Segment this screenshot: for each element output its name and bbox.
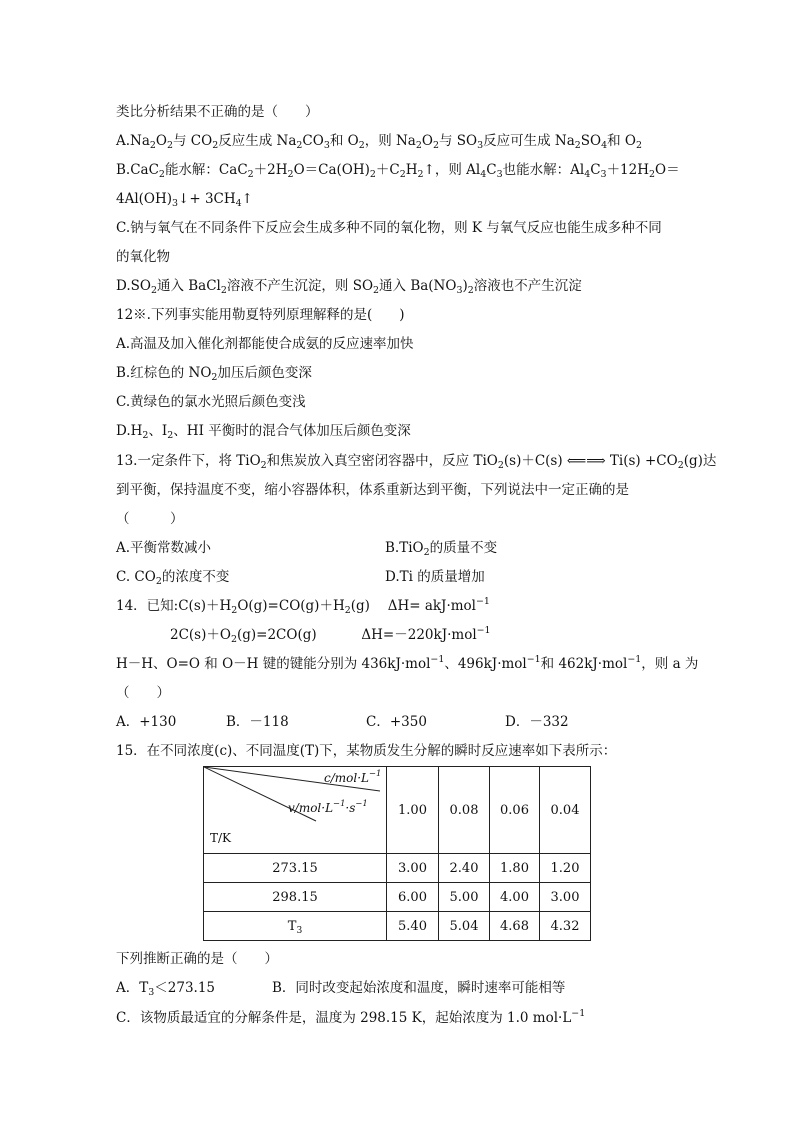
q15-option-b: B．同时改变起始浓度和温度，瞬时速率可能相等 — [272, 980, 566, 996]
q14-option-b: B．－118 — [226, 714, 289, 730]
header-temperature-label: T/K — [210, 831, 232, 845]
q11-option-c-line2: 的氧化物 — [116, 249, 170, 265]
row-label: $T_3$ — [204, 912, 387, 941]
q14-answer-blank: （ ） — [116, 685, 170, 701]
q13-stem-line3: （ ） — [116, 511, 184, 527]
column-header: 0.04 — [540, 767, 591, 854]
table-cell: 1.80 — [490, 854, 540, 883]
table-row — [204, 883, 591, 912]
q13-option-a: A.平衡常数减小 — [116, 540, 212, 556]
q14-stem: H－H、O=O 和 O－H 键的键能分别为 436kJ·mol$^{-1}$、496kJ·mol$^{-1}$和 462kJ·mol$^{-1}$，则 a 为 — [116, 654, 699, 672]
q15-option-c: C．该物质最适宜的分解条件是，温度为 298.15 K，起始浓度为 1.0 $mol\cdot L^{-1}$ — [116, 1008, 586, 1026]
table-cell: 3.00 — [540, 883, 591, 912]
q13-option-b: B.TiO$_2$的质量不变 — [385, 540, 498, 558]
table-cell: 2.40 — [439, 854, 490, 883]
column-header: 0.06 — [490, 767, 540, 854]
table-cell: 5.40 — [387, 912, 439, 941]
q15-ask: 下列推断正确的是（ ） — [116, 951, 278, 967]
table-cell: 5.04 — [439, 912, 490, 941]
table-cell: 4.00 — [490, 883, 540, 912]
table-diagonal-header — [204, 767, 387, 854]
q12-option-a: A.高温及加入催化剂都能使合成氨的反应速率加快 — [116, 336, 414, 352]
q14-equation-1: 14．已知$:C(s)+H_2O(g)=CO(g)+H_2(g)$ ΔH= akJ·mol$^{-1}$ — [116, 596, 490, 616]
table-cell: 4.32 — [540, 912, 591, 941]
table-cell: 6.00 — [387, 883, 439, 912]
q11-option-c-line1: C.钠与氧气在不同条件下反应会生成多种不同的氧化物，则 K 与氧气反应也能生成多种不同 — [116, 220, 662, 236]
table-row — [204, 912, 591, 941]
q11-option-b-line1: B.CaC$_2$能水解：$CaC_2+2H_2O=Ca(OH)_2+C_2H_2↑$，则 $Al_4C_3$也能水解：$Al_4C_3+12H_2O=$ — [116, 162, 680, 180]
q14-option-a: A．+130 — [116, 714, 177, 730]
table-cell: 5.00 — [439, 883, 490, 912]
header-concentration-label: $c/mol\cdot L^{-1}$ — [324, 768, 382, 785]
q11-option-b-line2: $4Al(OH)_3↓+$ $3CH_4↑$ — [116, 191, 253, 209]
table-row — [204, 854, 591, 883]
q12-option-d: $D.H_2$、$I_2$、HI 平衡时的混合气体加压后颜色变深 — [116, 423, 411, 441]
row-label: 298.15 — [204, 883, 387, 912]
rate-table — [203, 766, 591, 941]
q15-option-a: A．$T_3<273.15$ — [116, 980, 216, 998]
table-cell: 3.00 — [387, 854, 439, 883]
q12-option-b: B.红棕色的 $NO_2$加压后颜色变深 — [116, 365, 312, 383]
q14-option-c: C．+350 — [366, 714, 427, 730]
q14-option-d: D．－332 — [505, 714, 569, 730]
q11-stem: 类比分析结果不正确的是（ ） — [116, 104, 319, 120]
header-rate-label: $v/mol\cdot L^{-1}\cdot s^{-1}$ — [288, 798, 368, 815]
table-cell: 1.20 — [540, 854, 591, 883]
q11-option-d: $D.SO_2$通入 BaCl$_2$溶液不产生沉淀，则 $SO_2$通入 $Ba(NO_3)_2$溶液也不产生沉淀 — [116, 278, 582, 296]
table-cell: 4.68 — [490, 912, 540, 941]
q13-option-c: C. $CO_2$的浓度不变 — [116, 569, 230, 587]
q12-stem: 12※.下列事实能用勒夏特列原理解释的是( ) — [116, 307, 405, 323]
q13-option-d: D.Ti 的质量增加 — [385, 569, 485, 585]
table-header-row — [204, 767, 591, 854]
q15-stem: 15．在不同浓度(c)、不同温度(T)下，某物质发生分解的瞬时反应速率如下表所示： — [116, 743, 617, 759]
q13-stem-line1: 13.一定条件下，将 TiO$_2$和焦炭放入真空密闭容器中，反应 TiO$_2$(s)＋C(s) ⟸⟹ $Ti(s) +CO_2(g)$达 — [116, 453, 717, 471]
q12-option-c: C.黄绿色的氯水光照后颜色变浅 — [116, 394, 306, 410]
q13-stem-line2: 到平衡，保持温度不变，缩小容器体积，体系重新达到平衡，下列说法中一定正确的是 — [116, 482, 629, 498]
row-label: 273.15 — [204, 854, 387, 883]
q11-option-a: $A.Na_2O_2$与 $CO_2$反应生成 $Na_2CO_3$和 $O_2$，则 $Na_2O_2$与 $SO_3$反应可生成 $Na_2SO_4$和 $O_2$ — [116, 133, 642, 151]
column-header: 0.08 — [439, 767, 490, 854]
q14-equation-2: $2C(s)+O_2(g)=2CO(g)$ ΔH=－220kJ·mol$^{-1}$ — [170, 625, 491, 645]
column-header: 1.00 — [387, 767, 439, 854]
